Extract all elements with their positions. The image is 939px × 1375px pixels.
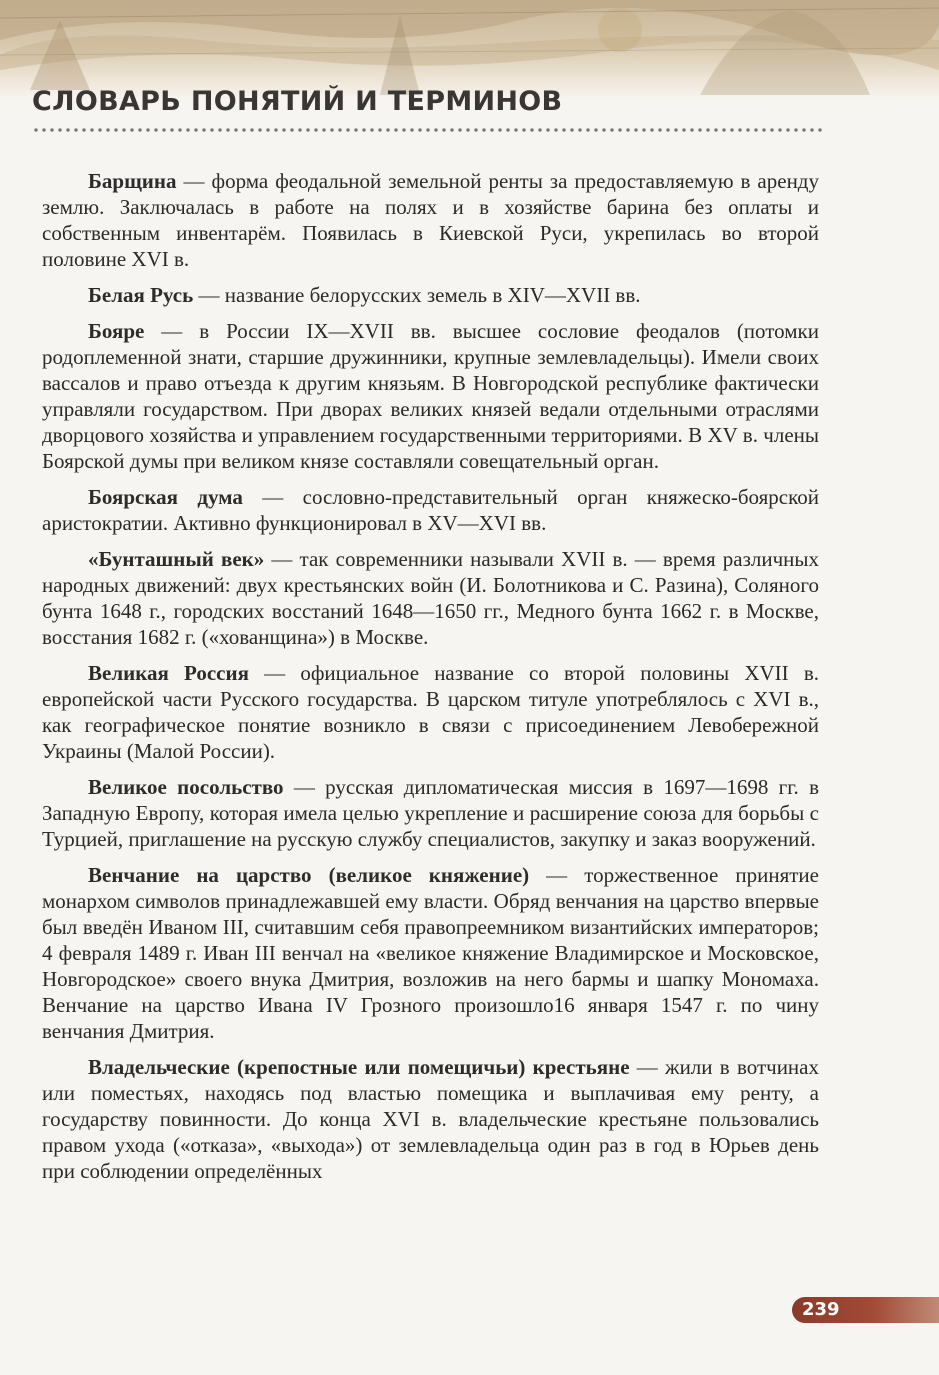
entry-definition: — русская дипломатическая миссия в 1697—1698 гг. в Западную Европу, которая имела целью укрепление и расширение союза для борьбы с Турцией, приглашение на русскую службу специалистов, закупку и заказ вооружений. (42, 775, 820, 851)
entry-definition: — название белорусских земель в XIV—XVII вв. (193, 283, 641, 307)
entry-definition: — так современники называли XVII в. — время различных народных движений: двух крестьянских войн (И. Болотникова и С. Разина), Соляного бунта 1648 г., городских восстаний 1648—1650 гг., Медного бунта 1662 г. в Москве, восстания 1682 г. («хованщина») в Москве. (42, 547, 819, 649)
glossary-entry (42, 168, 819, 272)
entry-term: «Бунташный век» (88, 547, 265, 571)
entry-term: Великая Россия (88, 661, 249, 685)
glossary-entry (42, 1054, 819, 1184)
entry-term: Боярская дума (88, 485, 243, 509)
old-map-illustration (0, 0, 939, 100)
entry-definition: — в России IX—XVII вв. высшее сословие феодалов (потомки родоплеменной знати, старшие дружинники, крупные землевладельцы). Имели своих вассалов и право отъезда к другим князьям. В Новгородской республике фактически управляли государством. При дворах великих князей ведали отдельными отраслями дворцового хозяйства и управлением государственными территориями. В XV в. члены Боярской думы при великом князе составляли совещательный орган. (42, 319, 819, 473)
entry-term: Великое посольство (88, 775, 284, 799)
page-title: СЛОВАРЬ ПОНЯТИЙ И ТЕРМИНОВ (32, 86, 563, 117)
entry-definition: — форма феодальной земельной ренты за предоставляемую в аренду землю. Заключалась в работе на полях и в хозяйстве барина без оплаты и собственным инвентарём. Появилась в Киевской Руси, укрепилась во второй половине XVI в. (42, 169, 819, 271)
page-number-tab (792, 1297, 939, 1323)
glossary-entry (42, 862, 819, 1044)
header-banner-illustration (0, 0, 939, 100)
glossary-entry (42, 282, 819, 308)
glossary-entry (42, 774, 819, 852)
glossary-entry (42, 318, 819, 474)
glossary-entry (42, 546, 819, 650)
entry-term: Барщина (88, 169, 177, 193)
entry-definition: — торжественное принятие монархом символов принадлежавшей ему власти. Обряд венчания на царство впервые был введён Иваном III, считавшим себя правопреемником византийских императоров; 4 февраля 1489 г. Иван III венчал на «великое княжение Владимирское и Московское, Новгородское» своего внука Дмитрия, возложив на него бармы и шапку Мономаха. Венчание на царство Ивана IV Грозного произошло16 января 1547 г. по чину венчания Дмитрия. (42, 863, 819, 1043)
glossary-entry (42, 660, 819, 764)
entry-definition: — жили в вотчинах или поместьях, находясь под властью помещика и выплачивая ему ренту, а государству повинности. До конца XVI в. владельческие крестьяне пользовались правом ухода («отказа», «выхода») от землевладельца один раз в год в Юрьев день при соблюдении определённых (42, 1055, 819, 1183)
glossary-entries (42, 168, 819, 1194)
dotted-divider (32, 128, 822, 132)
glossary-entry (42, 484, 819, 536)
entry-term: Владельческие (крепостные или помещичьи) крестьяне (88, 1055, 630, 1079)
entry-definition: — официальное название со второй половины XVII в. европейской части Русского государства. В царском титуле употреблялось с XVI в., как географическое понятие возникло в связи с присоединением Левобережной Украины (Малой России). (42, 661, 819, 763)
entry-term: Белая Русь (88, 283, 194, 307)
page-number: 239 (802, 1299, 840, 1320)
entry-term: Венчание на царство (великое княжение) (88, 863, 530, 887)
entry-definition: — сословно-представительный орган княжеско-боярской аристократии. Активно функционировал в XV—XVI вв. (42, 485, 819, 535)
entry-term: Бояре (88, 319, 145, 343)
